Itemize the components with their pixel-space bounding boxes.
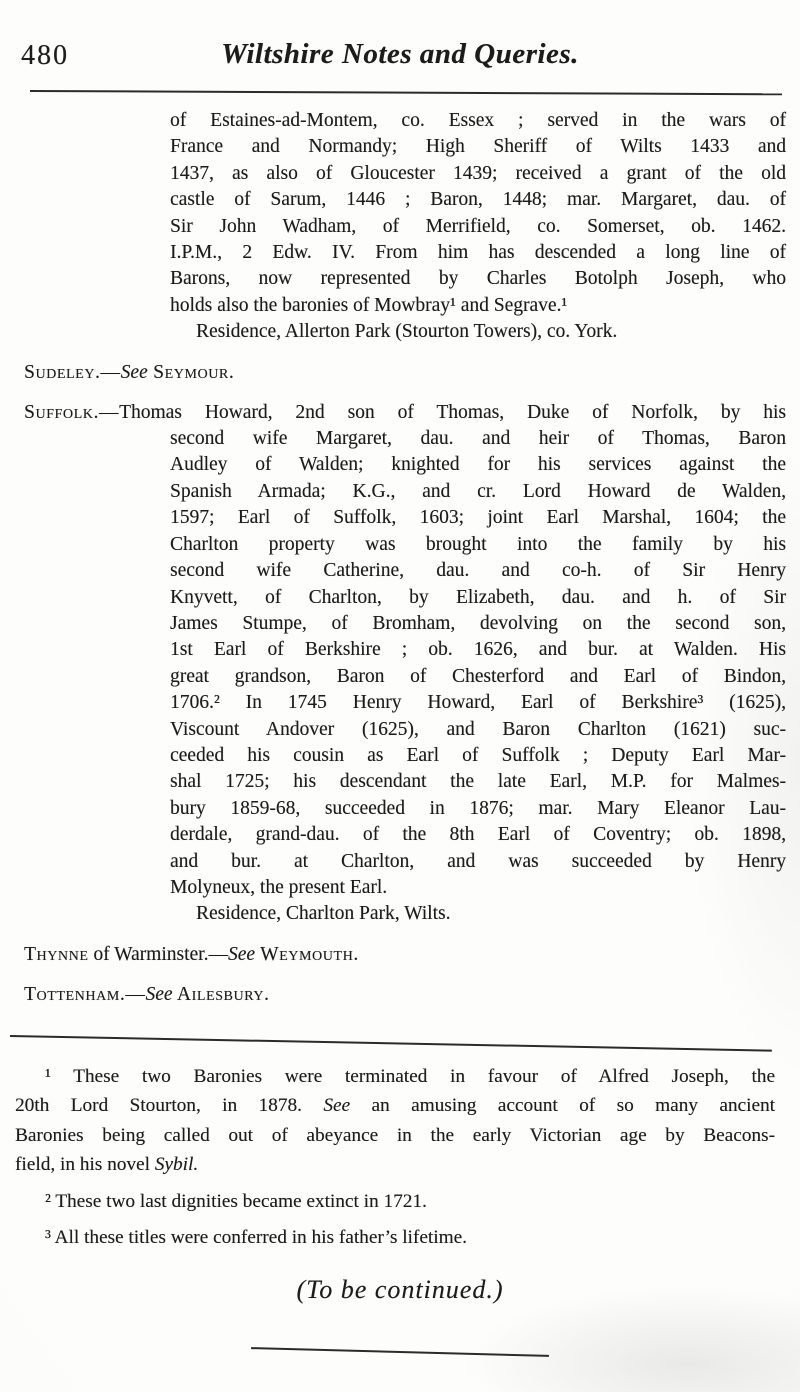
body-line: 1706.² In 1745 Henry Howard, Earl of Berkshire³ (1625),: [170, 692, 786, 714]
body-line: 1437, as also of Gloucester 1439; received a grant of the old: [170, 162, 786, 184]
body-line: 1st Earl of Berkshire ; ob. 1626, and bur. at Walden. His: [170, 639, 786, 661]
to-be-continued-note: (To be continued.): [296, 1274, 504, 1304]
body-line: France and Normandy; High Sheriff of Wilts 1433 and: [170, 136, 786, 158]
body-line: holds also the baronies of Mowbray¹ and Segrave.¹: [170, 294, 568, 316]
body-line: bury 1859-68, succeeded in 1876; mar. Mary Eleanor Lau-: [170, 797, 786, 819]
bottom-rule: [251, 1347, 549, 1357]
residence-line: Residence, Allerton Park (Stourton Towers), co. York.: [196, 321, 618, 343]
footnote-text: an amusing account of so many ancient: [350, 1095, 776, 1117]
entry-tottenham: [24, 981, 786, 1008]
body-line: Audley of Walden; knighted for his services against the: [170, 454, 786, 476]
entry-suffolk: [24, 400, 786, 928]
body-line: derdale, grand-dau. of the 8th Earl of Coventry; ob. 1898,: [170, 824, 786, 846]
footnote-3: ³ All these titles were conferred in his father’s lifetime.: [45, 1227, 467, 1249]
footnote-2: ² These two last dignities became extinct in 1721.: [45, 1190, 427, 1212]
entry-heading: Tottenham.—: [24, 983, 146, 1005]
header-rule: [30, 90, 782, 95]
body-line: Barons, now represented by Charles Botolph Joseph, who: [170, 268, 786, 290]
stourton-continuation-paragraph: [170, 108, 786, 346]
entry-sudeley: [24, 359, 786, 386]
body-line: Charlton property was brought into the family by his: [170, 533, 786, 555]
entry-text: of Warminster.—: [88, 943, 228, 965]
residence-line: Residence, Charlton Park, Wilts.: [196, 903, 451, 925]
cross-reference-target: Weymouth.: [255, 943, 359, 965]
body-line: Knyvett, of Charlton, by Elizabeth, dau. and h. of Sir: [170, 586, 786, 608]
body-line: castle of Sarum, 1446 ; Baron, 1448; mar. Margaret, dau. of: [170, 189, 786, 211]
see-reference: See: [120, 361, 148, 383]
body-line: [24, 400, 786, 426]
body-line: James Stumpe, of Bromham, devolving on the second son,: [170, 612, 786, 634]
footnote-line: [15, 1091, 775, 1121]
footnote-line: [15, 1150, 775, 1180]
body-line: 1597; Earl of Suffolk, 1603; joint Earl Marshal, 1604; the: [170, 507, 786, 529]
body-line: great grandson, Baron of Chesterford and Earl of Bindon,: [170, 665, 786, 687]
entry-heading: Suffolk.—: [24, 401, 120, 423]
body-line: I.P.M., 2 Edw. IV. From him has descended a long line of: [170, 242, 786, 264]
page-number: 480: [21, 40, 69, 71]
body-line: Spanish Armada; K.G., and cr. Lord Howard de Walden,: [170, 480, 786, 502]
body-text: Thomas Howard, 2nd son of Thomas, Duke of Norfolk, by his: [119, 401, 786, 423]
footnote-text: field, in his novel: [15, 1154, 155, 1176]
see-reference: See: [145, 983, 173, 1005]
suffolk-paragraph: [24, 400, 786, 928]
see-reference: See: [323, 1095, 351, 1117]
body-line: and bur. at Charlton, and was succeeded by Henry: [170, 850, 786, 872]
entries-section: [24, 108, 786, 1008]
body-line: of Estaines-ad-Montem, co. Essex ; served in the wars of: [170, 110, 786, 131]
body-line: second wife Catherine, dau. and co-h. of Sir Henry: [170, 560, 786, 582]
entry-heading: Sudeley.—: [24, 361, 121, 383]
entry-heading: Thynne: [24, 943, 89, 965]
see-reference: See: [227, 943, 256, 965]
body-line: ceeded his cousin as Earl of Suffolk ; Deputy Earl Mar-: [170, 744, 786, 766]
body-line: shal 1725; his descendant the late Earl, M.P. for Malmes-: [170, 771, 786, 793]
page-title: Wiltshire Notes and Queries.: [221, 38, 579, 70]
footnote-text: 20th Lord Stourton, in 1878.: [15, 1095, 324, 1117]
entry-thynne: [24, 941, 786, 968]
footnote-line: Baronies being called out of abeyance in the early Victorian age by Beacons-: [15, 1124, 775, 1146]
cross-reference-target: Seymour.: [147, 361, 235, 383]
footnotes-section: [15, 1062, 775, 1253]
body-line: Sir John Wadham, of Merrifield, co. Somerset, ob. 1462.: [170, 215, 786, 237]
footnote-1: [15, 1062, 775, 1180]
page-header: [0, 0, 800, 80]
novel-title: Sybil.: [154, 1154, 199, 1176]
body-line: Molyneux, the present Earl.: [170, 876, 388, 898]
footnote-line: ¹ These two Baronies were terminated in favour of Alfred Joseph, the: [45, 1065, 775, 1087]
cross-reference-target: Ailesbury.: [172, 983, 270, 1005]
body-line: second wife Margaret, dau. and heir of Thomas, Baron: [170, 428, 786, 450]
footnote-divider-rule: [10, 1035, 772, 1052]
body-line: Viscount Andover (1625), and Baron Charlton (1621) suc-: [170, 718, 786, 740]
